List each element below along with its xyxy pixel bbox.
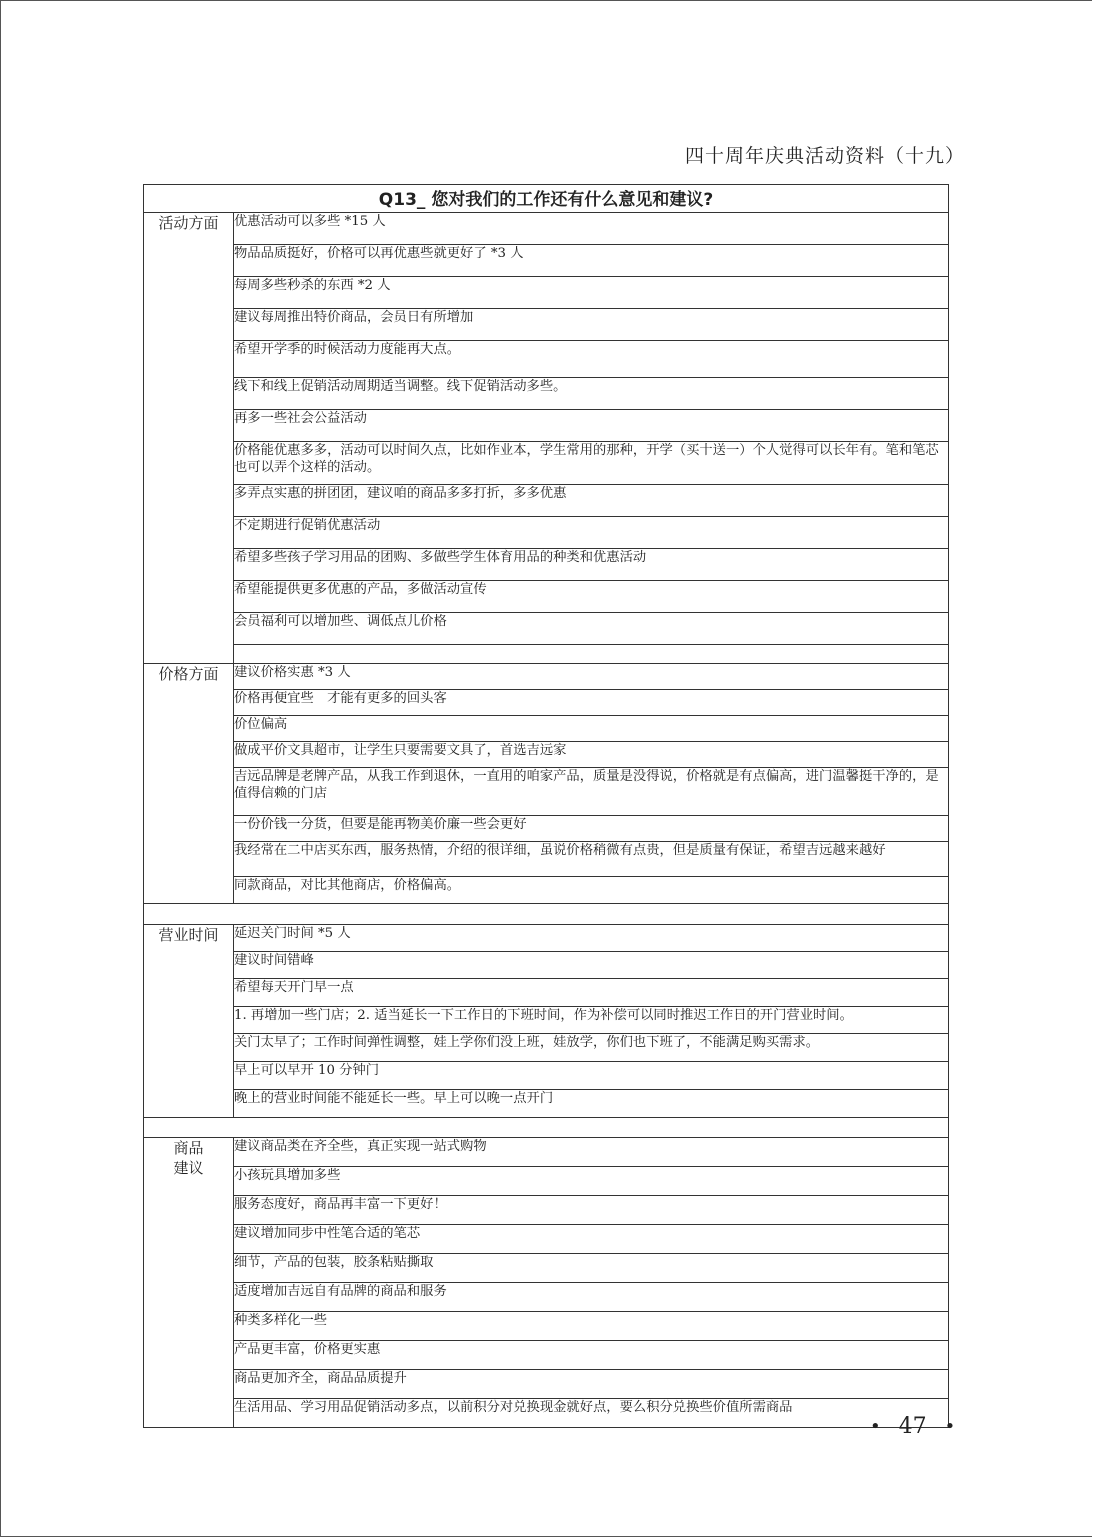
bullet-dot-right: • bbox=[944, 1416, 956, 1437]
suggestion-cell: 物品品质挺好，价格可以再优惠些就更好了 *3 人 bbox=[234, 245, 949, 277]
suggestion-cell: 希望能提供更多优惠的产品，多做活动宣传 bbox=[234, 581, 949, 613]
suggestion-cell: 价格能优惠多多，活动可以时间久点，比如作业本，学生常用的那种，开学（买十送一）个人觉得可以长年有。笔和笔芯也可以弄个这样的活动。 bbox=[234, 442, 949, 485]
suggestion-cell: 1. 再增加一些门店；2. 适当延长一下工作日的下班时间，作为补偿可以同时推迟工作日的开门营业时间。 bbox=[234, 1007, 949, 1034]
suggestion-cell: 希望每天开门早一点 bbox=[234, 979, 949, 1007]
suggestion-cell: 延迟关门时间 *5 人 bbox=[234, 925, 949, 952]
table-row bbox=[144, 1034, 949, 1062]
table-row bbox=[144, 549, 949, 581]
suggestion-cell: 价位偏高 bbox=[234, 716, 949, 742]
spacer-row bbox=[144, 904, 949, 925]
bullet-dot-left: • bbox=[870, 1416, 881, 1437]
table-row bbox=[144, 768, 949, 816]
survey-table bbox=[143, 184, 949, 1428]
suggestion-cell: 建议每周推出特价商品，会员日有所增加 bbox=[234, 309, 949, 341]
table-row bbox=[144, 664, 949, 690]
table-row bbox=[144, 1225, 949, 1254]
suggestion-cell: 商品更加齐全，商品品质提升 bbox=[234, 1370, 949, 1399]
table-row bbox=[144, 1254, 949, 1283]
suggestion-cell: 晚上的营业时间能不能延长一些。早上可以晚一点开门 bbox=[234, 1090, 949, 1118]
table-row bbox=[144, 1007, 949, 1034]
suggestion-cell: 早上可以早开 10 分钟门 bbox=[234, 1062, 949, 1090]
table-row bbox=[144, 613, 949, 645]
suggestion-cell: 希望开学季的时候活动力度能再大点。 bbox=[234, 341, 949, 378]
suggestion-cell: 做成平价文具超市，让学生只要需要文具了，首选吉远家 bbox=[234, 742, 949, 768]
category-label: 价格方面 bbox=[158, 665, 219, 683]
suggestion-cell: 生活用品、学习用品促销活动多点，以前积分对兑换现金就好点，要么积分兑换些价值所需商品 bbox=[234, 1399, 949, 1428]
table-row bbox=[144, 742, 949, 768]
table-row bbox=[144, 1062, 949, 1090]
table-row bbox=[144, 1312, 949, 1341]
suggestion-cell: 再多一些社会公益活动 bbox=[234, 410, 949, 442]
table-row bbox=[144, 245, 949, 277]
suggestion-cell: 细节，产品的包装，胶条粘贴撕取 bbox=[234, 1254, 949, 1283]
table-row bbox=[144, 1138, 949, 1167]
suggestion-cell: 线下和线上促销活动周期适当调整。线下促销活动多些。 bbox=[234, 378, 949, 410]
spacer-cell bbox=[144, 904, 949, 925]
table-row bbox=[144, 341, 949, 378]
table-row bbox=[144, 277, 949, 309]
suggestion-cell: 我经常在二中店买东西，服务热情，介绍的很详细，虽说价格稍微有点贵，但是质量有保证，希望吉远越来越好 bbox=[234, 842, 949, 877]
table-row bbox=[144, 442, 949, 485]
category-label: 活动方面 bbox=[158, 214, 219, 232]
category-cell bbox=[144, 1138, 234, 1428]
table-row bbox=[144, 1399, 949, 1428]
empty-cell bbox=[234, 645, 949, 664]
table-row bbox=[144, 517, 949, 549]
category-label-line: 建议 bbox=[173, 1159, 204, 1177]
category-label: 营业时间 bbox=[158, 926, 219, 944]
table-row bbox=[144, 309, 949, 341]
suggestion-cell: 每周多些秒杀的东西 *2 人 bbox=[234, 277, 949, 309]
empty-row bbox=[144, 645, 949, 664]
suggestion-cell: 会员福利可以增加些、调低点儿价格 bbox=[234, 613, 949, 645]
suggestion-cell: 适度增加吉远自有品牌的商品和服务 bbox=[234, 1283, 949, 1312]
table-row bbox=[144, 690, 949, 716]
suggestion-cell: 种类多样化一些 bbox=[234, 1312, 949, 1341]
suggestion-cell: 吉远品牌是老牌产品，从我工作到退休，一直用的咱家产品，质量是没得说，价格就是有点偏高，进门温馨挺干净的，是值得信赖的门店 bbox=[234, 768, 949, 816]
running-header: 四十周年庆典活动资料（十九） bbox=[684, 145, 965, 167]
table-row bbox=[144, 581, 949, 613]
suggestion-cell: 一份价钱一分货，但要是能再物美价廉一些会更好 bbox=[234, 816, 949, 842]
category-cell bbox=[144, 664, 234, 904]
suggestion-cell: 产品更丰富，价格更实惠 bbox=[234, 1341, 949, 1370]
table-row bbox=[144, 1370, 949, 1399]
category-cell bbox=[144, 213, 234, 664]
spacer-cell bbox=[144, 1118, 949, 1138]
table-row bbox=[144, 1196, 949, 1225]
suggestion-cell: 不定期进行促销优惠活动 bbox=[234, 517, 949, 549]
question-row bbox=[144, 185, 949, 213]
suggestion-cell: 小孩玩具增加多些 bbox=[234, 1167, 949, 1196]
suggestion-cell: 优惠活动可以多些 *15 人 bbox=[234, 213, 949, 245]
suggestion-cell: 多弄点实惠的拼团团，建议咱的商品多多打折，多多优惠 bbox=[234, 485, 949, 517]
table-row bbox=[144, 1090, 949, 1118]
suggestion-cell: 建议时间错峰 bbox=[234, 952, 949, 979]
table-row bbox=[144, 979, 949, 1007]
category-label-line: 商品 bbox=[173, 1139, 204, 1157]
category-cell bbox=[144, 925, 234, 1118]
table-row bbox=[144, 952, 949, 979]
page-number-value: 47 bbox=[898, 1414, 927, 1439]
table-row bbox=[144, 1167, 949, 1196]
suggestion-cell: 建议增加同步中性笔合适的笔芯 bbox=[234, 1225, 949, 1254]
page-number bbox=[870, 1414, 955, 1439]
suggestion-cell: 价格再便宜些 才能有更多的回头客 bbox=[234, 690, 949, 716]
table-row bbox=[144, 410, 949, 442]
table-row bbox=[144, 1283, 949, 1312]
table-row bbox=[144, 877, 949, 904]
table-row bbox=[144, 716, 949, 742]
suggestion-cell: 同款商品，对比其他商店，价格偏高。 bbox=[234, 877, 949, 904]
table-row bbox=[144, 213, 949, 245]
spacer-row bbox=[144, 1118, 949, 1138]
suggestion-cell: 建议商品类在齐全些，真正实现一站式购物 bbox=[234, 1138, 949, 1167]
table-row bbox=[144, 1341, 949, 1370]
table-row bbox=[144, 842, 949, 877]
suggestion-cell: 建议价格实惠 *3 人 bbox=[234, 664, 949, 690]
suggestion-cell: 希望多些孩子学习用品的团购、多做些学生体育用品的种类和优惠活动 bbox=[234, 549, 949, 581]
question-title: Q13_ 您对我们的工作还有什么意见和建议? bbox=[144, 185, 949, 213]
table-row bbox=[144, 816, 949, 842]
table-row bbox=[144, 485, 949, 517]
table-row bbox=[144, 925, 949, 952]
suggestion-cell: 关门太早了；工作时间弹性调整，娃上学你们没上班，娃放学，你们也下班了，不能满足购买需求。 bbox=[234, 1034, 949, 1062]
table-row bbox=[144, 378, 949, 410]
suggestion-cell: 服务态度好，商品再丰富一下更好！ bbox=[234, 1196, 949, 1225]
